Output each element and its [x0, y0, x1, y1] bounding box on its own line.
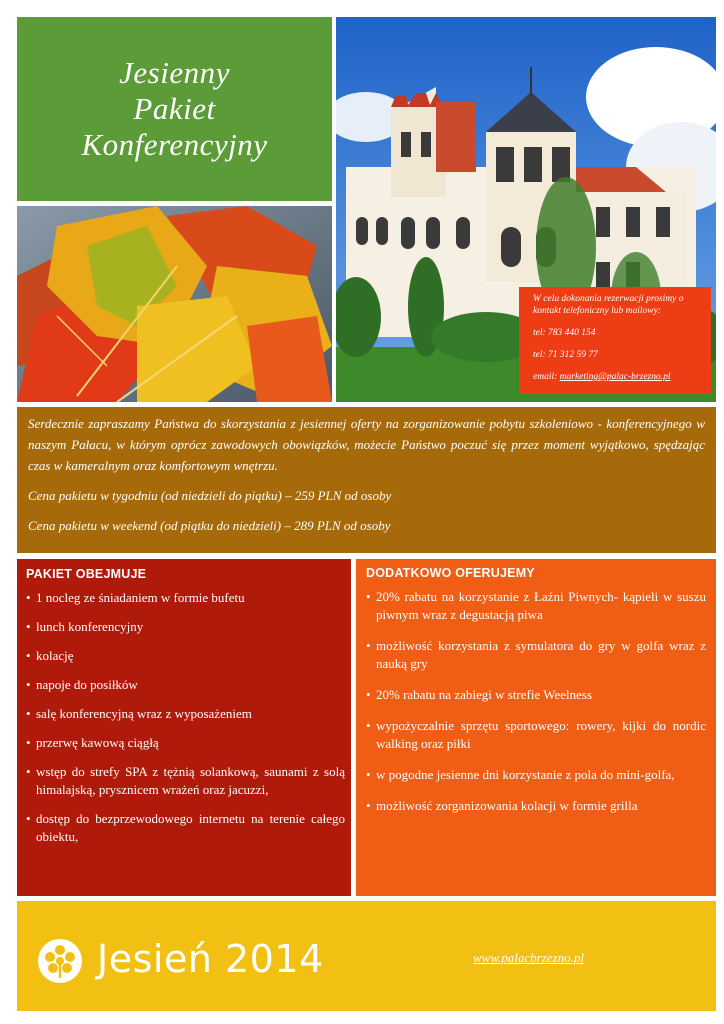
autumn-leaves-image — [17, 206, 332, 402]
list-item: • napoje do posiłków — [26, 676, 345, 694]
intro-paragraph: Serdecznie zapraszamy Państwa do skorzystania z jesiennej oferty na zorganizowanie pobytu szkoleniowo - konferencyjnego w naszym Pałacu, w którym oprócz zawodowych obowiązków, możecie Państwo poczuć się przez moment wyjątkowo, spędzając czas w kameralnym oraz komfortowym wnętrzu. — [28, 416, 705, 473]
list-item: • kolację — [26, 647, 345, 665]
package-heading: PAKIET OBEJMUJE — [26, 567, 147, 581]
list-item: • 20% rabatu na zabiegi w strefie Weelness — [366, 686, 706, 704]
package-section — [17, 559, 351, 896]
contact-email-label: email: — [533, 372, 560, 382]
list-item: • 1 nocleg ze śniadaniem w formie bufetu — [26, 589, 345, 607]
footer-bar — [17, 901, 716, 1011]
additional-list — [366, 588, 706, 815]
list-item: • możliwość korzystania z symulatora do gry w golfa wraz z nauką gry — [366, 637, 706, 673]
website-link[interactable]: www.palacbrzezno.pl — [473, 950, 584, 965]
additional-section — [356, 559, 716, 896]
title-line-2: Pakiet — [133, 91, 216, 126]
leaf-logo-icon — [37, 938, 83, 984]
list-item: • możliwość zorganizowania kolacji w formie grilla — [366, 797, 706, 815]
contact-email-line — [533, 371, 703, 383]
list-item: • 20% rabatu na korzystanie z Łaźni Piwnych- kąpieli w suszu piwnym wraz z degustacją piwa — [366, 588, 706, 624]
list-item: • w pogodne jesienne dni korzystanie z pola do mini-golfa, — [366, 766, 706, 784]
contact-intro: W celu dokonania rezerwacji prosimy o kontakt telefoniczny lub mailowy: — [533, 294, 684, 316]
list-item: • lunch konferencyjny — [26, 618, 345, 636]
contact-phone-1: tel: 783 440 154 — [533, 328, 596, 338]
price-weekday: Cena pakietu w tygodniu (od niedzieli do piątku) – 259 PLN od osoby — [28, 488, 392, 503]
list-item: • wstęp do strefy SPA z tężnią solankową, saunami z solą himalajską, prysznicem wrażeń oraz jacuzzi, — [26, 763, 345, 799]
list-item: • przerwę kawową ciągłą — [26, 734, 345, 752]
list-item: • wypożyczalnie sprzętu sportowego: rowery, kijki do nordic walking oraz piłki — [366, 717, 706, 753]
contact-phone-2: tel: 71 312 59 77 — [533, 350, 598, 360]
list-item: • salę konferencyjną wraz z wyposażeniem — [26, 705, 345, 723]
title-box — [17, 17, 332, 201]
contact-box — [519, 287, 711, 394]
package-list — [26, 589, 345, 846]
title-line-1: Jesienny — [119, 55, 230, 90]
intro-section — [17, 407, 716, 553]
title-line-3: Konferencyjny — [81, 127, 268, 162]
list-item: • dostęp do bezprzewodowego internetu na terenie całego obiektu, — [26, 810, 345, 846]
price-weekend: Cena pakietu w weekend (od piątku do niedzieli) – 289 PLN od osoby — [28, 518, 391, 533]
additional-heading: DODATKOWO OFERUJEMY — [366, 566, 535, 580]
footer-title: Jesień 2014 — [97, 937, 324, 981]
contact-email-link[interactable]: marketing@palac-brzezno.pl — [559, 372, 671, 382]
